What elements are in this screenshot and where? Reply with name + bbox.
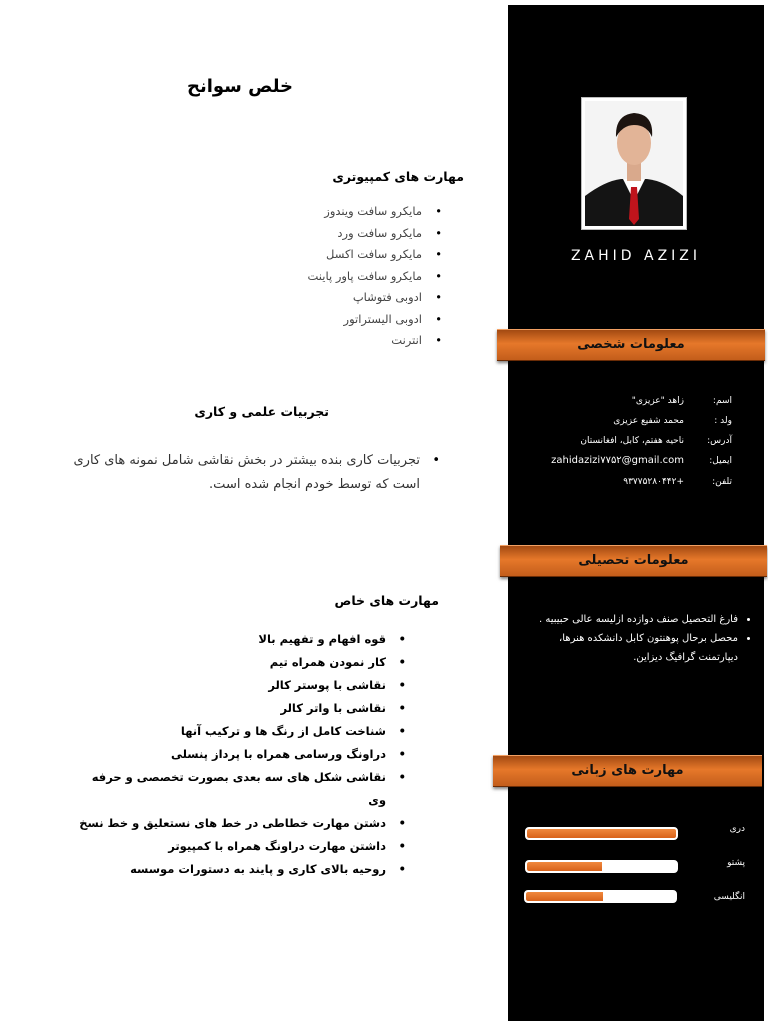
education-list xyxy=(520,610,752,667)
info-row-phone xyxy=(520,477,732,497)
list-item: • مایکرو سافت ویندوز xyxy=(264,201,444,223)
language-bar-fill xyxy=(527,862,602,871)
list-item: • دشتن مهارت خطاطی در خط های نستعلیق و خط نسخ xyxy=(78,812,408,835)
language-skills-banner: مهارت های زبانی xyxy=(493,755,762,787)
special-skills-list xyxy=(78,628,408,881)
list-item: • شناخت کامل از رنگ ها و ترکیب آنها xyxy=(78,720,408,743)
list-item: • نقاشی با پوستر کالر xyxy=(78,674,408,697)
list-item: • مایکرو سافت پاور پاینت xyxy=(264,266,444,288)
language-bar-fill xyxy=(527,829,676,838)
list-item: • فارغ التحصیل صنف دوازده ازلیسه عالی حبیبیه . xyxy=(520,610,738,629)
language-bar xyxy=(524,890,677,903)
language-label: انگلیسی xyxy=(713,892,745,902)
page-title: خلص سوانح xyxy=(186,76,294,97)
info-label: ولد : xyxy=(714,416,732,426)
list-item: • قوه افهام و تفهیم بالا xyxy=(78,628,408,651)
info-label: آدرس: xyxy=(707,436,732,446)
list-item: • مایکرو سافت اکسل xyxy=(264,244,444,266)
experience-heading: تجربیات علمی و کاری xyxy=(194,404,329,419)
experience-list xyxy=(62,449,442,497)
list-item: • انترنت xyxy=(264,330,444,352)
computer-skills-heading: مهارت های کمپیوتری xyxy=(332,169,464,184)
list-item: • نقاشی با واتر کالر xyxy=(78,697,408,720)
list-item: • ادوبی الیستراتور xyxy=(264,309,444,331)
personal-info-banner: معلومات شخصی xyxy=(497,329,765,361)
portrait-image xyxy=(585,101,683,226)
info-row-name xyxy=(520,396,732,416)
email-link[interactable]: zahidazizi۷۷۵۲@gmail.com xyxy=(551,455,684,466)
info-row-father xyxy=(520,416,732,436)
list-item: • تجربیات کاری بنده بیشتر در بخش نقاشی شامل نمونه های کاری است که توسط خودم انجام شده است. xyxy=(62,449,442,497)
info-label: ایمیل: xyxy=(709,456,732,466)
info-value: زاهد "عزیزی" xyxy=(631,396,684,406)
list-item: • نقاشی شکل های سه بعدی بصورت تخصصی و حرفه وی xyxy=(78,766,408,812)
list-item: • مایکرو سافت ورد xyxy=(264,223,444,245)
info-value: +۹۳۷۷۵۲۸۰۴۴۲ xyxy=(623,477,684,487)
list-item: • کار نمودن همراه تیم xyxy=(78,651,408,674)
computer-skills-list xyxy=(264,201,444,352)
list-item: • ادوبی فتوشاپ xyxy=(264,287,444,309)
info-value: ناحیه هفتم، کابل، افغانستان xyxy=(580,436,684,446)
info-row-email xyxy=(520,456,732,476)
info-value: محمد شفیع عزیزی xyxy=(613,416,684,426)
language-label: پشتو xyxy=(727,858,745,868)
language-label: دری xyxy=(729,824,745,834)
language-bar xyxy=(525,827,678,840)
info-label: تلفن: xyxy=(712,477,732,487)
list-item: • محصل برحال پوهنتون کابل دانشکده هنرها، دیپارتمنت گرافیگ دیزاین. xyxy=(520,629,738,667)
person-name: ZAHID AZIZI xyxy=(570,248,702,264)
list-item: • روحیه بالای کاری و پایند به دستورات موسسه xyxy=(78,858,408,881)
language-bar-fill xyxy=(526,892,603,901)
list-item: • داشتن مهارت دراونگ همراه با کمپیوتر xyxy=(78,835,408,858)
language-bar xyxy=(525,860,678,873)
education-banner: معلومات تحصیلی xyxy=(500,545,767,577)
info-row-address xyxy=(520,436,732,456)
list-item: • دراونگ ورسامی همراه با پرداز پنسلی xyxy=(78,743,408,766)
profile-photo xyxy=(581,97,687,230)
info-label: اسم: xyxy=(712,396,732,406)
special-skills-heading: مهارت های خاص xyxy=(334,593,439,608)
